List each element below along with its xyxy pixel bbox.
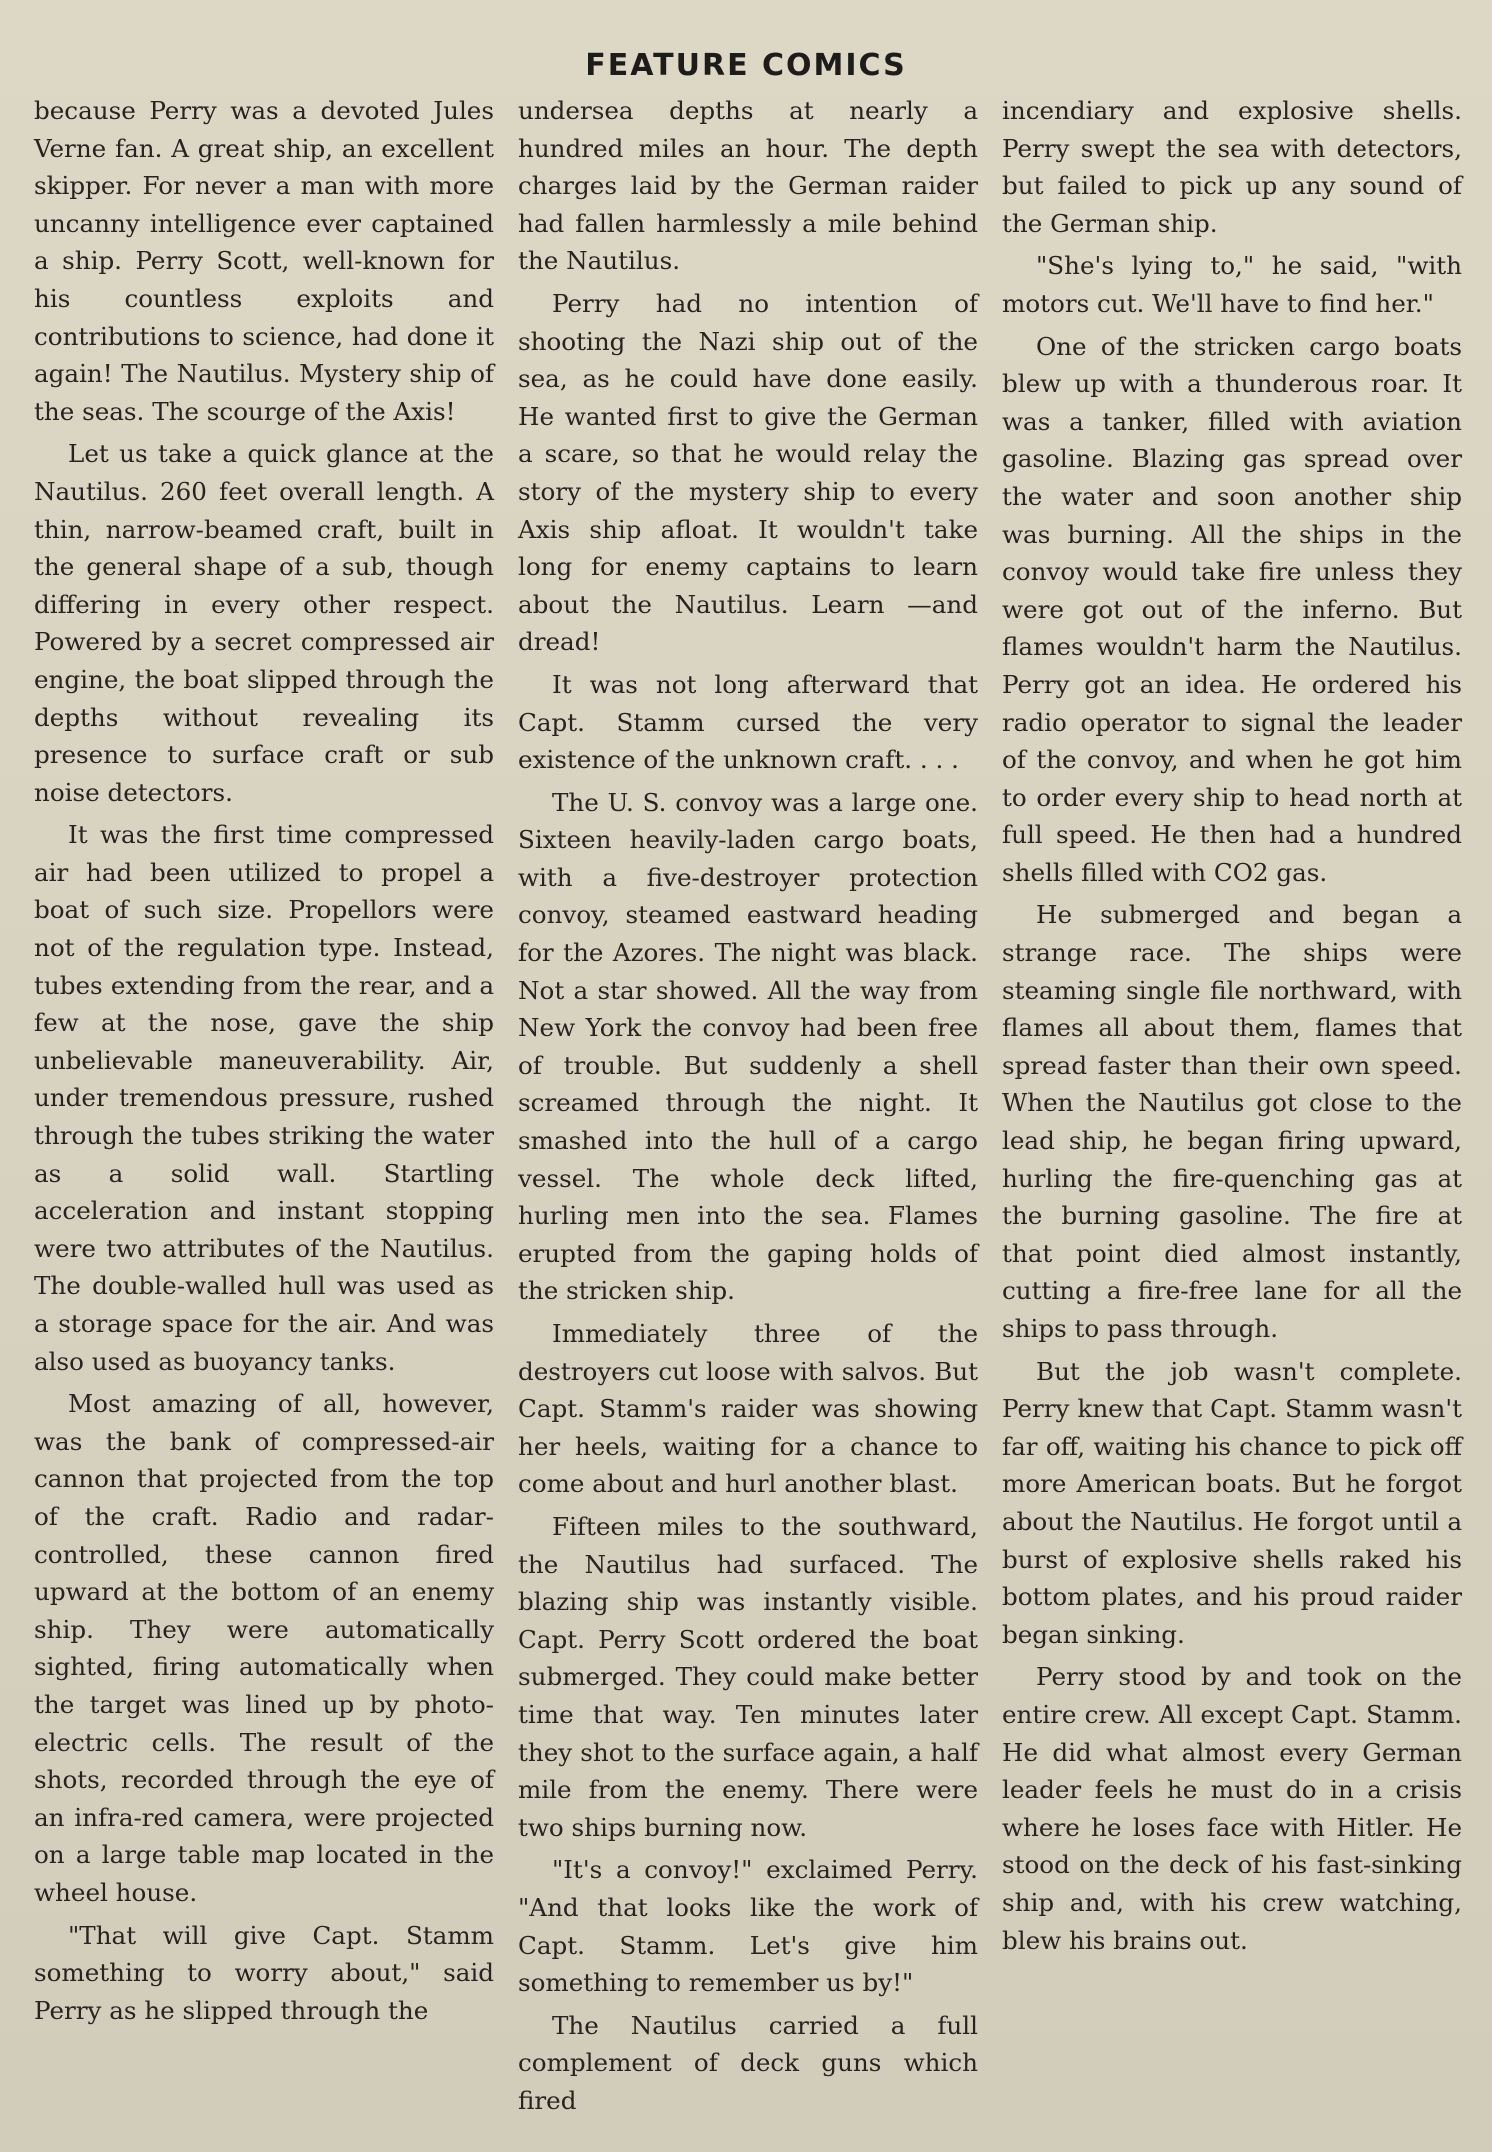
paragraph: Fifteen miles to the southward, the Nautilus had surfaced. The blazing ship was instantly visible. Capt. Perry Scott ordered the boat submerged. They could make better time that way. Ten minutes later they shot to the surface again, a half mile from the enemy. There were two ships burning now. <box>518 1511 978 1842</box>
paragraph: Let us take a quick glance at the Nautilus. 260 feet overall length. A thin, narrow-beamed craft, built in the general shape of a sub, though differing in every other respect. Powered by a secret compressed air engine, the boat slipped through the depths without revealing its presence to surface craft or sub noise detectors. <box>34 439 494 807</box>
paragraph: because Perry was a devoted Jules Verne fan. A great ship, an excellent skipper. For never a man with more uncanny intelligence ever captained a ship. Perry Scott, well-known for his countless exploits and contributions to science, had done it again! The Nautilus. Mystery ship of the seas. The scourge of the Axis! <box>34 96 494 426</box>
paragraph: Immediately three of the destroyers cut loose with salvos. But Capt. Stamm's raider was showing her heels, waiting for a chance to come about and hurl another blast. <box>518 1319 978 1499</box>
paragraph: But the job wasn't complete. Perry knew that Capt. Stamm wasn't far off, waiting his chance to pick off more American boats. But he forgot about the Nautilus. He forgot until a burst of explosive shells raked his bottom plates, and his proud raider began sinking. <box>1002 1356 1462 1649</box>
paragraph: It was not long afterward that Capt. Stamm cursed the very existence of the unknown craft. . . . <box>518 669 978 775</box>
paragraph: "It's a convoy!" exclaimed Perry. "And that looks like the work of Capt. Stamm. Let's give him something to remember us by!" <box>518 1855 978 1998</box>
paragraph: One of the stricken cargo boats blew up with a thunderous roar. It was a tanker, filled with aviation gasoline. Blazing gas spread over the water and soon another ship was burning. All the ships in the convoy would take fire unless they were got out of the inferno. But flames wouldn't harm the Nautilus. Perry got an idea. He ordered his radio operator to signal the leader of the convoy, and when he got him to order every ship to head north at full speed. He then had a hundred shells filled with CO2 gas. <box>1002 331 1462 887</box>
column-2 <box>518 92 978 2115</box>
paragraph: It was the first time compressed air had been utilized to propel a boat of such size. Propellors were not of the regulation type. Instead, tubes extending from the rear, and a few at the nose, gave the ship unbelievable maneuverability. Air, under tremendous pressure, rushed through the tubes striking the water as a solid wall. Startling acceleration and instant stopping were two attributes of the Nautilus. The double-walled hull was used as a storage space for the air. And was also used as buoyancy tanks. <box>34 820 494 1376</box>
text-columns <box>34 92 1462 2115</box>
paragraph: undersea depths at nearly a hundred miles an hour. The depth charges laid by the German raider had fallen harmlessly a mile behind the Nautilus. <box>518 96 978 276</box>
paragraph: incendiary and explosive shells. Perry swept the sea with detectors, but failed to pick up any sound of the German ship. <box>1002 96 1462 238</box>
paragraph: He submerged and began a strange race. The ships were steaming single file northward, with flames all about them, flames that spread faster than their own speed. When the Nautilus got close to the lead ship, he began firing upward, hurling the fire-quenching gas at the burning gasoline. The fire at that point died almost instantly, cutting a fire-free lane for all the ships to pass through. <box>1002 900 1462 1343</box>
paragraph: Perry had no intention of shooting the Nazi ship out of the sea, as he could have done easily. He wanted first to give the German a scare, so that he would relay the story of the mystery ship to every Axis ship afloat. It wouldn't take long for enemy captains to learn about the Nautilus. Learn —and dread! <box>518 288 978 657</box>
page-header: FEATURE COMICS <box>585 48 907 83</box>
column-1 <box>34 92 494 2112</box>
paragraph: Perry stood by and took on the entire crew. All except Capt. Stamm. He did what almost every German leader feels he must do in a crisis where he loses face with Hitler. He stood on the deck of his fast-sinking ship and, with his crew watching, blew his brains out. <box>1002 1662 1462 1955</box>
paragraph: The Nautilus carried a full complement of deck guns which fired <box>518 2010 978 2115</box>
paragraph: Most amazing of all, however, was the bank of compressed-air cannon that projected from the top of the craft. Radio and radar-controlled, these cannon fired upward at the bottom of an enemy ship. They were automatically sighted, firing automatically when the target was lined up by photo-electric cells. The result of the shots, recorded through the eye of an infra-red camera, were projected on a large table map located in the wheel house. <box>34 1389 494 1907</box>
column-3 <box>1002 92 1462 2112</box>
paragraph: "That will give Capt. Stamm something to worry about," said Perry as he slipped through the <box>34 1920 494 2025</box>
paragraph: "She's lying to," he said, "with motors cut. We'll have to find her." <box>1002 251 1462 318</box>
paragraph: The U. S. convoy was a large one. Sixteen heavily-laden cargo boats, with a five-destroyer protection convoy, steamed eastward heading for the Azores. The night was black. Not a star showed. All the way from New York the convoy had been free of trouble. But suddenly a shell screamed through the night. It smashed into the hull of a cargo vessel. The whole deck lifted, hurling men into the sea. Flames erupted from the gaping holds of the stricken ship. <box>518 787 978 1306</box>
